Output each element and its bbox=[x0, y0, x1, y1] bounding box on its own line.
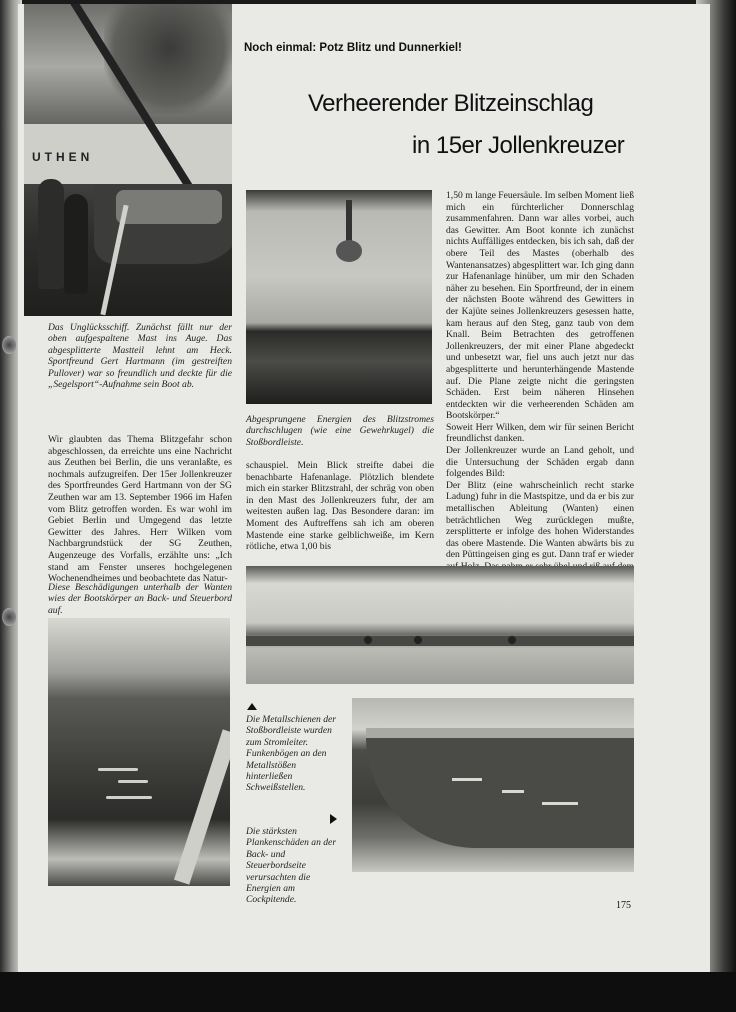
arrow-right-icon bbox=[330, 814, 337, 824]
body-paragraph: 1,50 m lange Feuersäule. Im selben Moment ließ mich ein fürchterlicher Donnerschlag zusammenfahren. Dann war alles vorbei, auch das Gewitter. Am Boot konnte ich zunächst nichts Auffälliges entdecken, bis ich sah, daß der obere Teil des Mastes (oberhalb des Wantenansatzes) abgesplittert war. Ich ging dann zur Hafenanlage hinüber, um mir den Schaden näher zu besehen. Ein Sportfreund, der in einem der nächsten Boote während des Gewitters in der Kajüte seines Jollenkreuzers gesessen hatte, kam heraus auf den Steg, ganz taub von dem Knall. Beim Betrachten des getroffenen Jollenkreuzers, der mit einer Plane abgedeckt und unbesetzt war, fiel uns auch jetzt nur das abgesplitterte und herunterhängende Mastende auf. Die Plane zeigte nicht die geringsten Schäden. Erst beim näheren Hinsehen entdeckten wir die verheerenden Schäden am Bootskörper.“ bbox=[446, 190, 634, 422]
title-line-1: Verheerender Blitzeinschlag bbox=[308, 90, 594, 117]
photo-tree bbox=[104, 4, 232, 114]
photo-person bbox=[38, 179, 64, 289]
photo-scratch bbox=[542, 802, 578, 805]
body-paragraph: Der Jollenkreuzer wurde an Land geholt, und die Untersuchung der Schäden ergab dann folgendes Bild: bbox=[446, 445, 634, 480]
photo-bolt bbox=[364, 636, 372, 644]
photo-scratch bbox=[502, 790, 524, 793]
body-column-3 bbox=[446, 190, 634, 584]
caption-rails: Die Metallschienen der Stoßbordleiste wurden zum Stromleiter. Funkenbögen an den Metallstößen hinterließen Schweißstellen. bbox=[246, 714, 337, 794]
caption-energies: Abgesprungene Energien des Blitzstromes durchschlugen (wie eine Gewehrkugel) die Stoßbordleiste. bbox=[246, 414, 434, 448]
photo-person bbox=[64, 194, 88, 294]
photo-hull bbox=[366, 738, 634, 848]
photo-rubrail-closeup bbox=[246, 190, 432, 404]
body-paragraph: Soweit Herr Wilken, dem wir für seinen Bericht freundlichst danken. bbox=[446, 421, 634, 445]
body-column-2 bbox=[246, 460, 434, 553]
body-column-1 bbox=[48, 434, 232, 585]
photo-scratch bbox=[452, 778, 482, 781]
photo-bolt bbox=[508, 636, 516, 644]
magazine-page bbox=[18, 4, 710, 972]
page-number: 175 bbox=[616, 900, 631, 911]
scan-border bbox=[0, 972, 736, 1012]
caption-boat: Das Unglücksschiff. Zunächst fällt nur der oben aufgespaltene Mast ins Auge. Das abgesplitterte Mastteil lehnt am Heck. Sportfreund Gert Hartmann (im gestreiften Pullover) war so freundlich und deckte für die „Segelsport“-Aufnahme sein Boot ab. bbox=[48, 322, 232, 391]
photo-metal-rail bbox=[246, 566, 634, 684]
binder-hole bbox=[2, 336, 16, 354]
photo-fitting bbox=[336, 240, 362, 262]
photo-hull-damage bbox=[48, 618, 230, 886]
body-paragraph: Wir glaubten das Thema Blitzgefahr schon abgeschlossen, da erreichte uns eine Nachricht aus Zeuthen bei Berlin, die uns veranlaßte, es nochmals aufzugreifen. Der 15er Jollenkreuzer des Sportfreundes Gerd Hartmann von der SG Zeuthen war am 13. September 1966 im Hafen vom Blitz getroffen worden. Es war wohl im Gebiet Berlin und Umgegend das letzte Gewitter des Jahres. Herr Wilken vom Nachbargrundstück der SG Zeuthen, Augenzeuge des Vorfalls, erzählte uns: „Ich stand am Fenster unseres hochgelegenen Wochenendheimes und beobachtete das Natur- bbox=[48, 434, 232, 585]
photo-bolt bbox=[414, 636, 422, 644]
photo-deck bbox=[116, 190, 222, 224]
arrow-up-icon bbox=[247, 703, 257, 710]
body-paragraph: schauspiel. Mein Blick streifte dabei die benachbarte Hafenanlage. Plötzlich blendete mich ein starker Blitzstrahl, der schräg von oben in den Mast des Jollenkreuzers fuhr, der am weitesten außen lag. Das Besondere daran: im Moment des Auftreffens sah ich am oberen Mastende eine starke gelblichweiße, im Kern rötliche, etwa 1,00 bis bbox=[246, 460, 434, 553]
kicker-headline: Noch einmal: Potz Blitz und Dunnerkiel! bbox=[244, 42, 462, 54]
caption-planks: Die stärksten Plankenschäden an der Back- und Steuerbordseite verursachten die Energien am Cockpitende. bbox=[246, 826, 337, 906]
boathouse-sign: UTHEN bbox=[32, 150, 94, 164]
photo-rail bbox=[246, 636, 634, 646]
photo-scratch bbox=[98, 768, 138, 771]
photo-rope bbox=[174, 729, 230, 884]
photo-scratch bbox=[118, 780, 148, 783]
binder-hole bbox=[2, 608, 16, 626]
photo-plank-damage bbox=[352, 698, 634, 872]
caption-damage: Diese Beschädigungen unterhalb der Wanten wies der Bootskörper an Back- und Steuerbord auf. bbox=[48, 582, 232, 616]
body-paragraph: Der Blitz (eine wahrscheinlich recht starke Ladung) fuhr in die Mastspitze, und da er bis zur metallischen Ableitung (Wanten) einen beträchtlichen Weg zurücklegen mußte, zersplitterte er infolge des hohen Widerstandes das obere Mastende. Die Wanten abwärts bis zu den Püttingeisen ging es gut. Dann traf er wieder bbox=[446, 479, 634, 561]
title-line-2: in 15er Jollenkreuzer bbox=[412, 132, 625, 159]
photo-scratch bbox=[106, 796, 152, 799]
photo-damaged-boat bbox=[24, 4, 232, 316]
